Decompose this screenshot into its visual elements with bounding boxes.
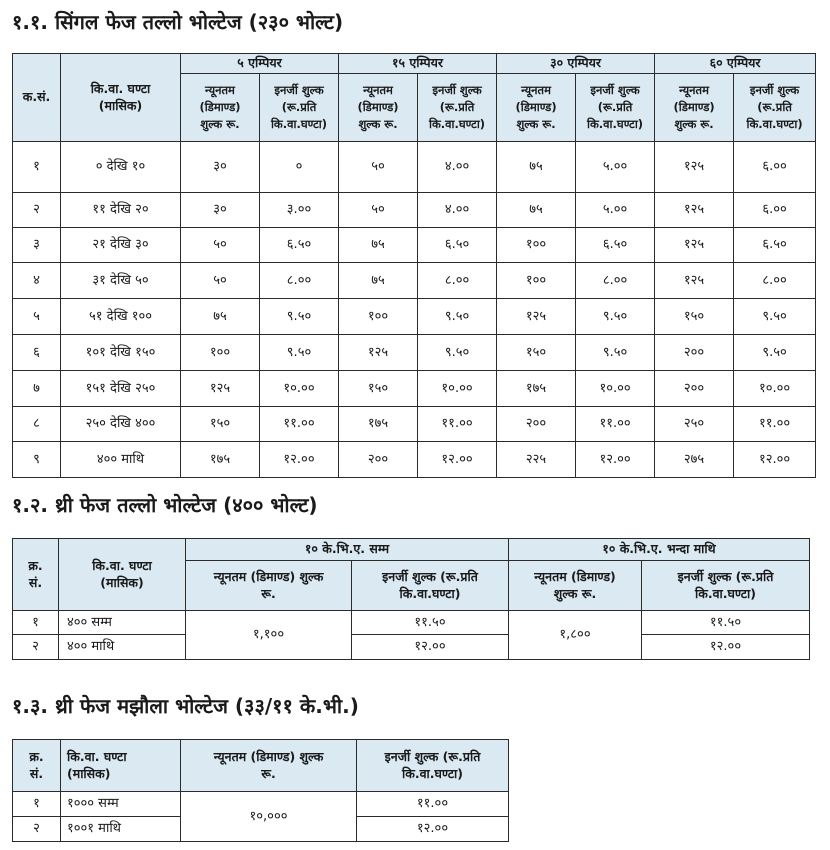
cell-sn: ३: [13, 228, 61, 263]
header-kwh-line1: कि.वा. घण्टा: [90, 80, 151, 96]
cell-kwh-range: ३१ देखि ५०: [61, 263, 181, 299]
t2-header-kwh-line1: कि.वा. घण्टा: [92, 557, 152, 573]
t1-subheader-min-line1: न्यूनतम: [679, 83, 709, 98]
three-phase-low-voltage-table: [12, 538, 810, 660]
cell-min-charge: १७५: [181, 442, 260, 478]
t3-header-min-line2: रू.: [261, 765, 276, 781]
cell-energy-charge: ११.००: [418, 407, 497, 442]
cell-min-charge: २७५: [655, 442, 734, 478]
cell-min-charge: ५०: [339, 142, 418, 193]
t1-subheader-min-line1: न्यूनतम: [205, 83, 235, 98]
cell-min-charge: ७५: [181, 299, 260, 335]
cell-energy-charge: ६.००: [734, 193, 816, 228]
cell-energy-charge: ६.५०: [418, 228, 497, 263]
cell-energy-charge: ८.००: [576, 263, 655, 299]
cell-energy-charge: ६.००: [734, 142, 816, 193]
t1-subheader-min-2: [497, 74, 576, 142]
t2-cell-range: ४०० सम्म: [59, 611, 186, 635]
t1-subheader-min-line2: (डिमाण्ड): [673, 100, 715, 115]
section-3-heading: १.३. थ्री फेज मझौला भोल्टेज (३३/११ के.भी.): [12, 694, 359, 718]
cell-min-charge: २००: [655, 371, 734, 407]
cell-energy-charge: १२.००: [260, 442, 339, 478]
table-row: [13, 371, 816, 407]
t2-sub-en-a-line2: कि.वा.घण्टा): [399, 585, 461, 601]
cell-min-charge: १२५: [655, 228, 734, 263]
t3-header-en-line1: इनर्जी शुल्क (रू.प्रति: [384, 748, 481, 764]
cell-kwh-range: १५१ देखि २५०: [61, 371, 181, 407]
table-row: [13, 142, 816, 193]
table-row: [13, 335, 816, 371]
cell-min-charge: ५०: [339, 193, 418, 228]
t3-cell-sn: २: [13, 817, 61, 842]
t2-cell-energy-a: १२.००: [352, 635, 509, 660]
t2-sub-min-b-line2: शुल्क रू.: [553, 585, 597, 601]
t1-subheader-min-line2: (डिमाण्ड): [199, 100, 241, 115]
t1-subheader-energy-line3: कि.वा.घण्टा): [746, 116, 803, 131]
cell-min-charge: ७५: [497, 193, 576, 228]
section-1-heading: १.१. सिंगल फेज तल्लो भोल्टेज (२३० भोल्ट): [12, 10, 344, 34]
cell-min-charge: १५०: [655, 299, 734, 335]
table-row: [13, 263, 816, 299]
t2-subheader-min-a: [186, 561, 352, 611]
cell-min-charge: ३०: [181, 142, 260, 193]
cell-kwh-range: २५० देखि ४००: [61, 407, 181, 442]
cell-energy-charge: ३.००: [260, 193, 339, 228]
section-2-heading: १.२. थ्री फेज तल्लो भोल्टेज (४०० भोल्ट): [12, 493, 318, 517]
cell-energy-charge: ८.००: [734, 263, 816, 299]
header-group-60a: ६० एम्पियर: [655, 54, 816, 74]
t3-cell-range: १००० सम्म: [61, 792, 181, 817]
cell-energy-charge: ११.००: [260, 407, 339, 442]
t1-subheader-min-line3: शुल्क रू.: [200, 116, 240, 131]
cell-min-charge: १५०: [181, 407, 260, 442]
header-group-30a: ३० एम्पियर: [497, 54, 655, 74]
cell-energy-charge: ९.५०: [734, 299, 816, 335]
cell-energy-charge: १०.००: [418, 371, 497, 407]
t1-subheader-min-1: [339, 74, 418, 142]
cell-energy-charge: ९.५०: [576, 335, 655, 371]
cell-energy-charge: ११.००: [734, 407, 816, 442]
cell-energy-charge: १२.००: [576, 442, 655, 478]
cell-min-charge: ७५: [339, 228, 418, 263]
cell-min-charge: १००: [497, 263, 576, 299]
t2-cell-energy-b: १२.००: [642, 635, 810, 660]
t2-sub-en-b-line2: कि.वा.घण्टा): [695, 585, 756, 601]
table-row: [13, 228, 816, 263]
t1-subheader-energy-line1: इनर्जी शुल्क: [274, 83, 324, 98]
cell-min-charge: १२५: [655, 263, 734, 299]
t1-subheader-min-line1: न्यूनतम: [521, 83, 551, 98]
cell-min-charge: ५०: [181, 263, 260, 299]
t3-cell-energy: ११.००: [357, 792, 509, 817]
cell-sn: २: [13, 193, 61, 228]
t3-header-sn: [13, 740, 61, 792]
t1-subheader-min-0: [181, 74, 260, 142]
cell-min-charge: १२५: [339, 335, 418, 371]
cell-min-charge: १२५: [655, 142, 734, 193]
cell-min-charge: ५०: [181, 228, 260, 263]
t2-cell-sn: १: [13, 611, 59, 635]
t2-cell-min-charge-b: १,८००: [509, 611, 642, 660]
t1-subheader-min-line3: शुल्क रू.: [358, 116, 398, 131]
cell-sn: ८: [13, 407, 61, 442]
cell-energy-charge: ६.५०: [260, 228, 339, 263]
cell-energy-charge: १०.००: [260, 371, 339, 407]
cell-min-charge: २००: [339, 442, 418, 478]
cell-min-charge: २००: [497, 407, 576, 442]
cell-energy-charge: ८.००: [418, 263, 497, 299]
header-group-15a: १५ एम्पियर: [339, 54, 497, 74]
t3-cell-sn: १: [13, 792, 61, 817]
t3-header-min-line1: न्यूनतम (डिमाण्ड) शुल्क: [213, 748, 324, 764]
t3-header-sn-line1: क्र.: [29, 748, 44, 764]
t3-header-min-charge: [181, 740, 357, 792]
table-row: [13, 299, 816, 335]
cell-min-charge: १००: [497, 228, 576, 263]
t3-header-kwh-line1: कि.वा. घण्टा: [67, 748, 127, 764]
cell-min-charge: १००: [181, 335, 260, 371]
t2-cell-sn: २: [13, 635, 59, 660]
cell-energy-charge: १०.००: [576, 371, 655, 407]
t3-cell-min-charge: १०,०००: [181, 792, 357, 842]
t2-sub-en-b-line1: इनर्जी शुल्क (रू.प्रति: [677, 568, 774, 584]
cell-kwh-range: ० देखि १०: [61, 142, 181, 193]
t2-sub-min-a-line2: रू.: [261, 585, 276, 601]
cell-min-charge: १२५: [181, 371, 260, 407]
cell-min-charge: १७५: [497, 371, 576, 407]
t2-cell-range: ४०० माथि: [59, 635, 186, 660]
t2-cell-energy-a: ११.५०: [352, 611, 509, 635]
t1-subheader-energy-line1: इनर्जी शुल्क: [590, 83, 640, 98]
t2-header-kwh: [59, 539, 186, 611]
cell-min-charge: ३०: [181, 193, 260, 228]
cell-min-charge: ७५: [497, 142, 576, 193]
table-row: [13, 442, 816, 478]
t1-subheader-energy-line2: (रू.प्रति: [597, 100, 633, 115]
t1-subheader-min-line1: न्यूनतम: [363, 83, 393, 98]
cell-kwh-range: ४०० माथि: [61, 442, 181, 478]
t1-subheader-energy-line2: (रू.प्रति: [439, 100, 475, 115]
t1-subheader-energy-3: [734, 74, 816, 142]
t1-subheader-min-line2: (डिमाण्ड): [515, 100, 557, 115]
cell-min-charge: १००: [339, 299, 418, 335]
t3-header-kwh-line2: (मासिक): [67, 765, 111, 781]
cell-energy-charge: ९.५०: [260, 299, 339, 335]
cell-min-charge: १७५: [339, 407, 418, 442]
t1-subheader-energy-0: [260, 74, 339, 142]
t1-subheader-energy-line1: इनर्जी शुल्क: [432, 83, 482, 98]
t3-cell-range: १००१ माथि: [61, 817, 181, 842]
cell-kwh-range: २१ देखि ३०: [61, 228, 181, 263]
cell-min-charge: १२५: [655, 193, 734, 228]
t2-subheader-energy-a: [352, 561, 509, 611]
header-kwh-line2: (मासिक): [98, 97, 143, 113]
header-sn: क.सं.: [13, 54, 61, 142]
cell-kwh-range: ११ देखि २०: [61, 193, 181, 228]
table-row: [13, 193, 816, 228]
t2-header-sn-line2: सं.: [28, 574, 43, 590]
t1-subheader-energy-line2: (रू.प्रति: [281, 100, 317, 115]
single-phase-tariff-table: [12, 53, 816, 478]
cell-min-charge: २२५: [497, 442, 576, 478]
cell-energy-charge: ६.५०: [576, 228, 655, 263]
header-kwh: [61, 54, 181, 142]
cell-energy-charge: ८.००: [260, 263, 339, 299]
t1-subheader-energy-line3: कि.वा.घण्टा): [270, 116, 328, 131]
t1-subheader-energy-line3: कि.वा.घण्टा): [428, 116, 486, 131]
cell-min-charge: १५०: [497, 335, 576, 371]
t1-subheader-energy-2: [576, 74, 655, 142]
cell-sn: ७: [13, 371, 61, 407]
cell-energy-charge: ९.५०: [734, 335, 816, 371]
t2-sub-min-b-line1: न्यूनतम (डिमाण्ड): [534, 568, 616, 584]
cell-energy-charge: ११.००: [576, 407, 655, 442]
cell-min-charge: १२५: [497, 299, 576, 335]
header-group-5a: ५ एम्पियर: [181, 54, 339, 74]
cell-energy-charge: ४.००: [418, 142, 497, 193]
cell-energy-charge: ६.५०: [734, 228, 816, 263]
cell-sn: ५: [13, 299, 61, 335]
t3-header-en-line2: कि.वा.घण्टा): [402, 765, 463, 781]
t3-header-energy: [357, 740, 509, 792]
cell-energy-charge: ९.५०: [576, 299, 655, 335]
t1-subheader-min-line3: शुल्क रू.: [516, 116, 556, 131]
cell-kwh-range: ५१ देखि १००: [61, 299, 181, 335]
t2-sub-en-a-line1: इनर्जी शुल्क (रू.प्रति: [382, 568, 478, 584]
cell-energy-charge: ५.००: [576, 142, 655, 193]
t1-subheader-energy-line2: (रू.प्रति: [757, 100, 792, 115]
cell-sn: ९: [13, 442, 61, 478]
t3-cell-energy: १२.००: [357, 817, 509, 842]
cell-min-charge: १५०: [339, 371, 418, 407]
three-phase-medium-voltage-table: [12, 739, 509, 842]
cell-min-charge: २५०: [655, 407, 734, 442]
cell-kwh-range: १०१ देखि १५०: [61, 335, 181, 371]
t2-cell-min-charge-a: १,१००: [186, 611, 352, 660]
cell-sn: ४: [13, 263, 61, 299]
t2-sub-min-a-line1: न्यूनतम (डिमाण्ड) शुल्क: [213, 568, 324, 584]
cell-energy-charge: १०.००: [734, 371, 816, 407]
cell-min-charge: २००: [655, 335, 734, 371]
t3-header-sn-line2: सं.: [29, 765, 44, 781]
cell-energy-charge: ४.००: [418, 193, 497, 228]
cell-energy-charge: १२.००: [418, 442, 497, 478]
t2-subheader-energy-b: [642, 561, 810, 611]
cell-min-charge: ७५: [339, 263, 418, 299]
t1-subheader-energy-1: [418, 74, 497, 142]
t3-header-kwh: [61, 740, 181, 792]
t2-header-kwh-line2: (मासिक): [100, 574, 144, 590]
cell-sn: ६: [13, 335, 61, 371]
t1-subheader-min-3: [655, 74, 734, 142]
cell-sn: १: [13, 142, 61, 193]
cell-energy-charge: १२.००: [734, 442, 816, 478]
t1-subheader-min-line2: (डिमाण्ड): [357, 100, 399, 115]
cell-energy-charge: ९.५०: [260, 335, 339, 371]
table-row: [13, 407, 816, 442]
cell-energy-charge: ९.५०: [418, 335, 497, 371]
t2-header-group-upto-10kva: १० के.भि.ए. सम्म: [186, 539, 509, 561]
t1-subheader-energy-line1: इनर्जी शुल्क: [749, 83, 800, 98]
t2-subheader-min-b: [509, 561, 642, 611]
cell-energy-charge: ५.००: [576, 193, 655, 228]
t2-header-sn: [13, 539, 59, 611]
t2-header-group-above-10kva: १० के.भि.ए. भन्दा माथि: [509, 539, 810, 561]
t1-subheader-min-line3: शुल्क रू.: [674, 116, 714, 131]
cell-energy-charge: ०: [260, 142, 339, 193]
t2-header-sn-line1: क्र.: [28, 557, 43, 573]
cell-energy-charge: ९.५०: [418, 299, 497, 335]
t2-cell-energy-b: ११.५०: [642, 611, 810, 635]
t1-subheader-energy-line3: कि.वा.घण्टा): [586, 116, 644, 131]
